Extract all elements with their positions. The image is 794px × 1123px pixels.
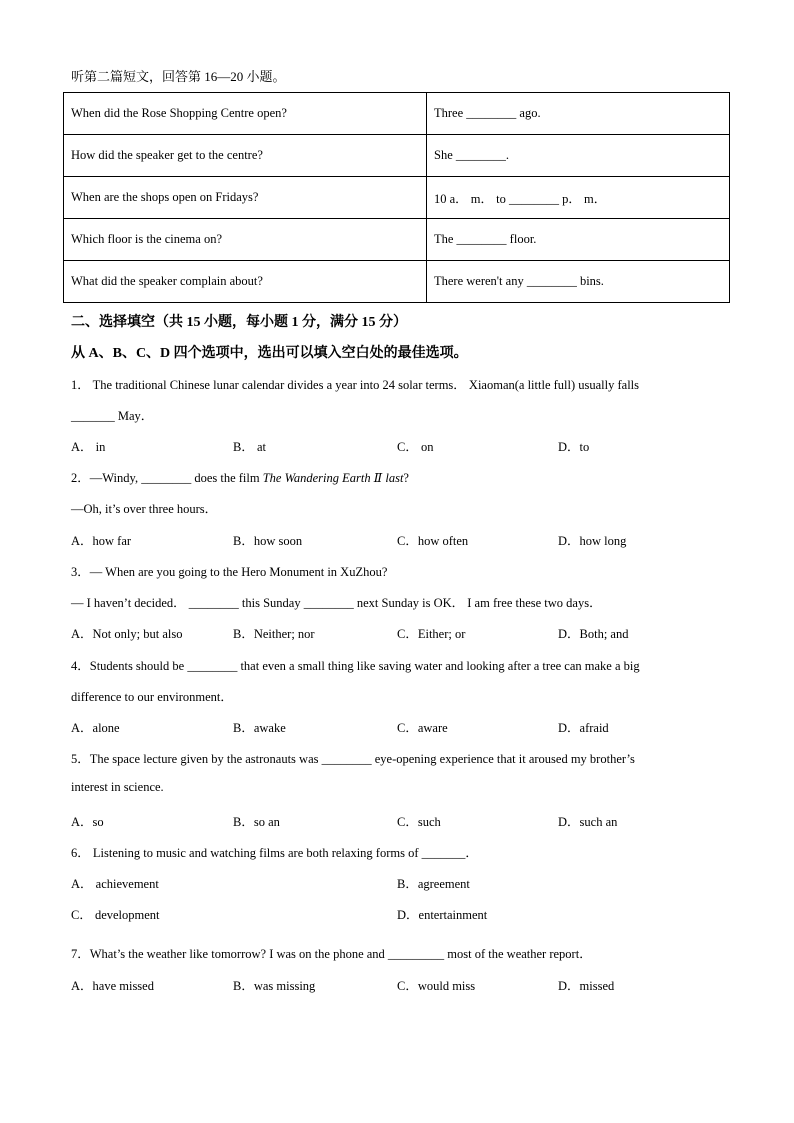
table-question-cell: What did the speaker complain about? (64, 261, 427, 303)
question-7-line-1: 7．What’s the weather like tomorrow? I was on the phone and _________ most of the weather report． (71, 947, 592, 961)
option-d: D．afraid (558, 721, 609, 735)
question-4-line-1: 4．Students should be ________ that even a small thing like saving water and looking after a tree can make a big (71, 659, 640, 673)
question-2-line-2: —Oh, it’s over three hours． (71, 502, 218, 516)
question-1-line-2: _______ May． (71, 409, 154, 423)
option-d: D．to (558, 440, 590, 454)
listening-table (63, 92, 730, 303)
table-row (64, 219, 730, 261)
question-4-line-2: difference to our environment． (71, 690, 233, 704)
question-5-line-1: 5．The space lecture given by the astronauts was ________ eye-opening experience that it aroused my brother’s (71, 752, 635, 766)
option-d: D．missed (558, 979, 615, 993)
option-d: D．entertainment (397, 908, 488, 922)
option-a: A．so (71, 815, 104, 829)
option-b: B．Neither; nor (233, 627, 315, 641)
question-2-suffix: ? (403, 471, 409, 485)
option-a: A．alone (71, 721, 120, 735)
question-3-line-1: 3．— When are you going to the Hero Monument in XuZhou? (71, 565, 388, 579)
table-answer-cell: There weren't any ________ bins. (427, 261, 730, 303)
option-d: D．how long (558, 534, 627, 548)
option-c: C．would miss (397, 979, 476, 993)
option-c: C．Either; or (397, 627, 466, 641)
option-c: C．such (397, 815, 441, 829)
table-row (64, 177, 730, 219)
table-question-cell: When did the Rose Shopping Centre open? (64, 93, 427, 135)
option-b: B．how soon (233, 534, 303, 548)
question-2-line-1 (71, 468, 409, 486)
table-row (64, 261, 730, 303)
question-3-line-2: — I haven’t decided． ________ this Sunday ________ next Sunday is OK． I am free these two days． (71, 596, 602, 610)
option-b: B．was missing (233, 979, 316, 993)
option-c: C． on (397, 440, 434, 454)
table-answer-cell: The ________ floor. (427, 219, 730, 261)
question-6-line-1: 6． Listening to music and watching films are both relaxing forms of _______． (71, 846, 478, 860)
option-a: A．Not only; but also (71, 627, 183, 641)
option-d: D．Both; and (558, 627, 629, 641)
question-1-line-1: 1． The traditional Chinese lunar calendar divides a year into 24 solar terms． Xiaoman(a little full) usually falls (71, 378, 640, 392)
option-c: C． development (71, 908, 160, 922)
question-2-prefix: 2．—Windy, ________ does the film (71, 471, 263, 485)
table-answer-cell: Three ________ ago. (427, 93, 730, 135)
option-a: A． achievement (71, 877, 159, 891)
option-c: C．how often (397, 534, 469, 548)
option-b: B．agreement (397, 877, 470, 891)
table-question-cell: Which floor is the cinema on? (64, 219, 427, 261)
table-question-cell: How did the speaker get to the centre? (64, 135, 427, 177)
question-5-line-2: interest in science. (71, 780, 164, 794)
table-answer-cell: 10 a． m． to ________ p． m． (427, 177, 730, 219)
option-b: B． at (233, 440, 266, 454)
option-b: B．so an (233, 815, 280, 829)
option-a: A．how far (71, 534, 132, 548)
option-d: D．such an (558, 815, 618, 829)
table-row (64, 93, 730, 135)
film-title: The Wandering Earth Ⅱ last (262, 471, 404, 485)
option-b: B．awake (233, 721, 286, 735)
listening-intro: 听第二篇短文，回答第 16—20 小题。 (71, 69, 286, 84)
option-c: C．aware (397, 721, 448, 735)
table-row (64, 135, 730, 177)
section-instruction: 从 A、B、C、D 四个选项中，选出可以填入空白处的最佳选项。 (71, 346, 468, 361)
table-question-cell: When are the shops open on Fridays? (64, 177, 427, 219)
option-a: A． in (71, 440, 106, 454)
section-heading: 二、选择填空（共 15 小题，每小题 1 分，满分 15 分） (71, 315, 407, 330)
option-a: A．have missed (71, 979, 154, 993)
table-answer-cell: She ________. (427, 135, 730, 177)
